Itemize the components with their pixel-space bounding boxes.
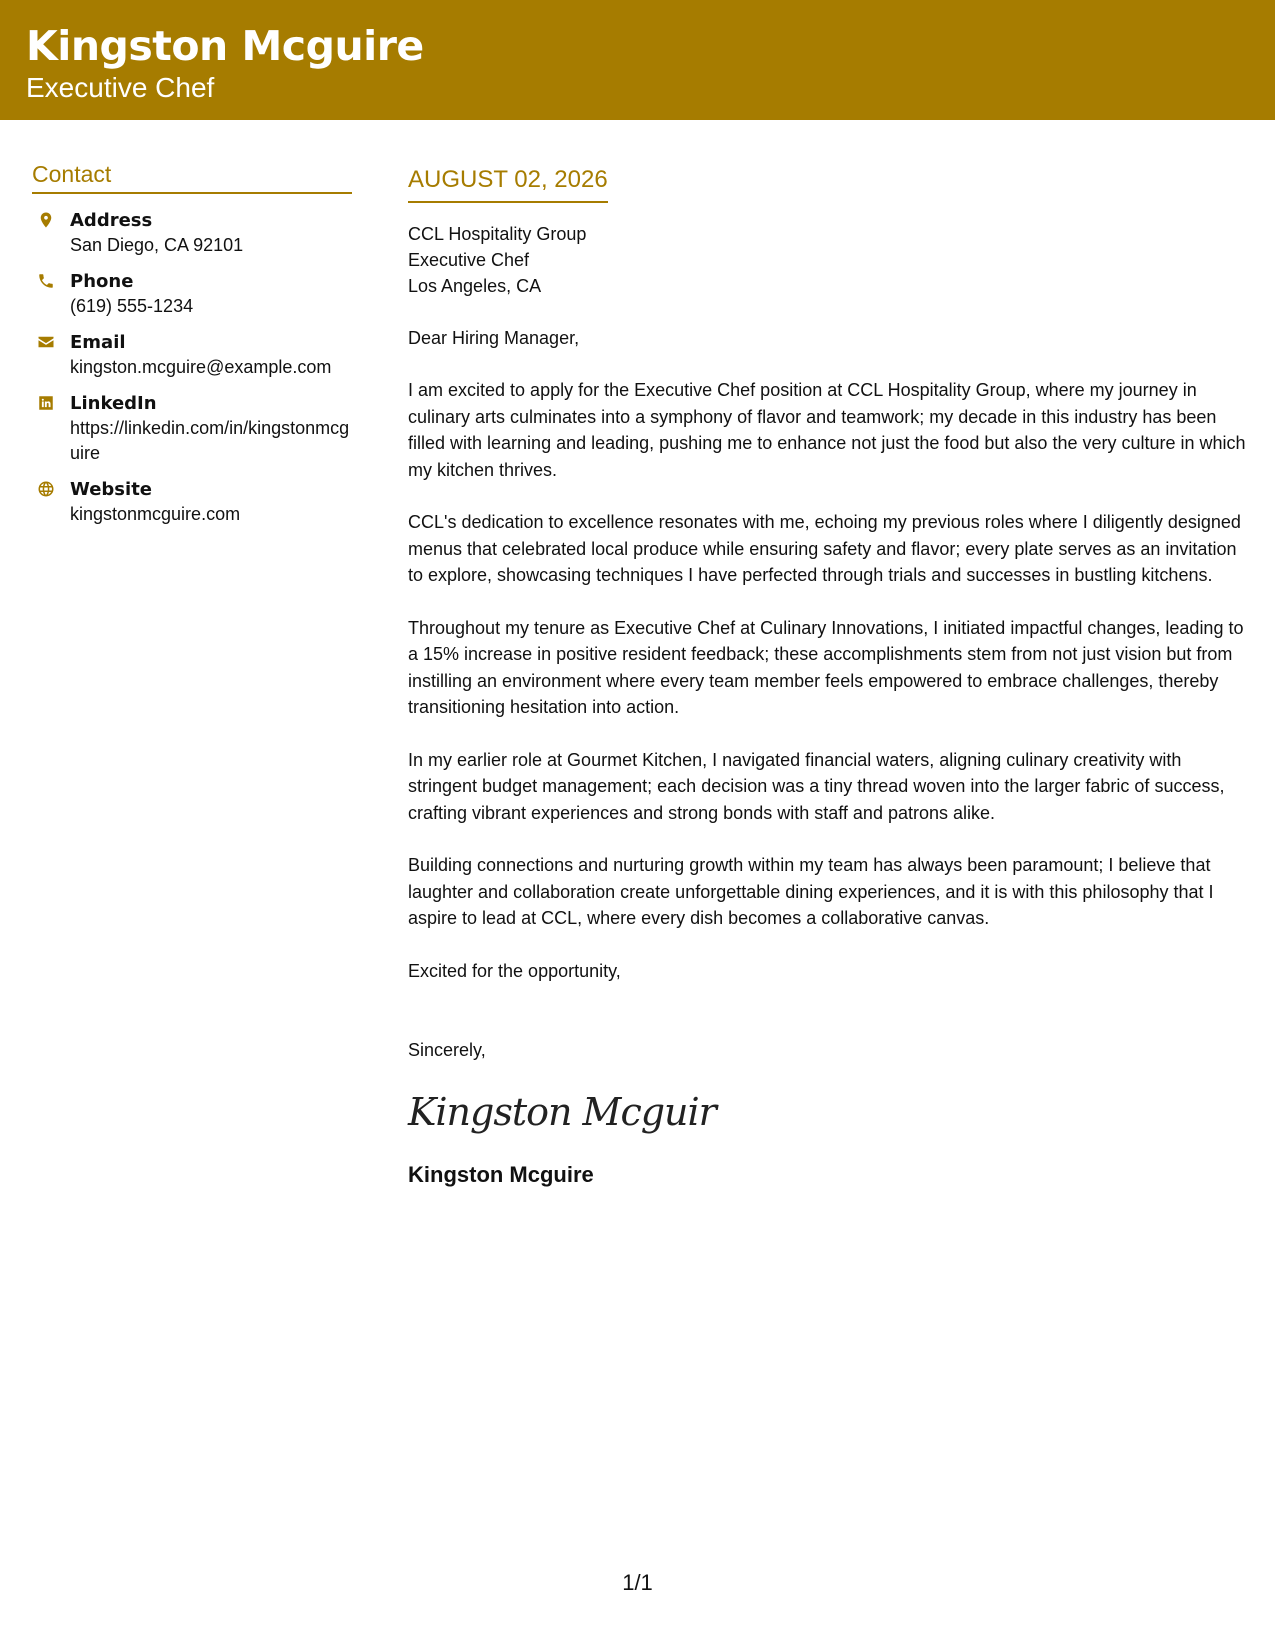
contact-heading: Contact: [32, 160, 352, 194]
contact-item-email: [32, 330, 352, 380]
letter-body: [408, 165, 1253, 1189]
recipient-company: CCL Hospitality Group: [408, 224, 587, 244]
letter-paragraph: CCL's dedication to excellence resonates with me, echoing my previous roles where I diligently designed menus that celebrated local produce while ensuring safety and flavor; every plate serves as an invitation to explore, showcasing techniques I have perfected through trials and successes in bustling kitchens.: [408, 512, 1241, 585]
sign-off: Sincerely,: [408, 1039, 486, 1060]
contact-sidebar: [32, 160, 352, 538]
closing-line: Excited for the opportunity,: [408, 960, 621, 981]
recipient-block: [408, 221, 1253, 299]
contact-item-linkedin: [32, 391, 352, 466]
envelope-icon: [36, 332, 56, 352]
contact-value[interactable]: kingston.mcguire@example.com: [70, 357, 332, 377]
contact-item-website: [32, 477, 352, 527]
letter-paragraph: In my earlier role at Gourmet Kitchen, I navigated financial waters, aligning culinary creativity with stringent budget management; each decision was a tiny thread woven into the larger fabric of success, crafting vibrant experiences and strong bonds with staff and patrons alike.: [408, 749, 1225, 823]
linkedin-icon: [36, 393, 56, 413]
recipient-position: Executive Chef: [408, 250, 530, 270]
candidate-role: Executive Chef: [26, 72, 215, 103]
signed-name: Kingston Mcguire: [408, 1161, 594, 1187]
recipient-location: Los Angeles, CA: [408, 276, 542, 296]
contact-value: San Diego, CA 92101: [70, 235, 244, 255]
page-number: 1/1: [622, 1570, 653, 1595]
handwritten-signature: Kingston Mcguir: [408, 1089, 716, 1134]
phone-icon: [36, 271, 56, 291]
contact-value[interactable]: https://linkedin.com/in/kingstonmcguire: [70, 418, 350, 463]
contact-label: Website: [70, 479, 153, 500]
contact-value[interactable]: kingstonmcguire.com: [70, 504, 241, 524]
letter-paragraph: Building connections and nurturing growth within my team has always been paramount; I believe that laughter and collaboration create unforgettable dining experiences, and it is with this philosophy that I aspire to lead at CCL, where every dish becomes a collaborative canvas.: [408, 855, 1214, 928]
contact-label: Email: [70, 332, 126, 353]
contact-label: Phone: [70, 271, 134, 292]
location-pin-icon: [36, 210, 56, 230]
contact-label: Address: [70, 210, 153, 231]
header-banner: [0, 0, 1275, 120]
candidate-name: Kingston Mcguire: [26, 22, 424, 70]
letter-date: AUGUST 02, 2026: [408, 165, 608, 203]
contact-label: LinkedIn: [70, 393, 157, 414]
letter-paragraph: Throughout my tenure as Executive Chef at Culinary Innovations, I initiated impactful changes, leading to a 15% increase in positive resident feedback; these accomplishments stem from not just vision but from instilling an environment where every team member feels empowered to embrace challenges, thereby transitioning hesitation into action.: [408, 617, 1244, 717]
globe-icon: [36, 479, 56, 499]
salutation: Dear Hiring Manager,: [408, 328, 580, 348]
contact-item-address: [32, 208, 352, 258]
contact-item-phone: [32, 269, 352, 319]
contact-list: [32, 208, 352, 527]
contact-value: (619) 555-1234: [70, 296, 194, 316]
letter-paragraph: I am excited to apply for the Executive Chef position at CCL Hospitality Group, where my journey in culinary arts culminates into a symphony of flavor and teamwork; my decade in this industry has been filled with learning and leading, pushing me to enhance not just the food but also the very culture in which my kitchen thrives.: [408, 380, 1246, 480]
